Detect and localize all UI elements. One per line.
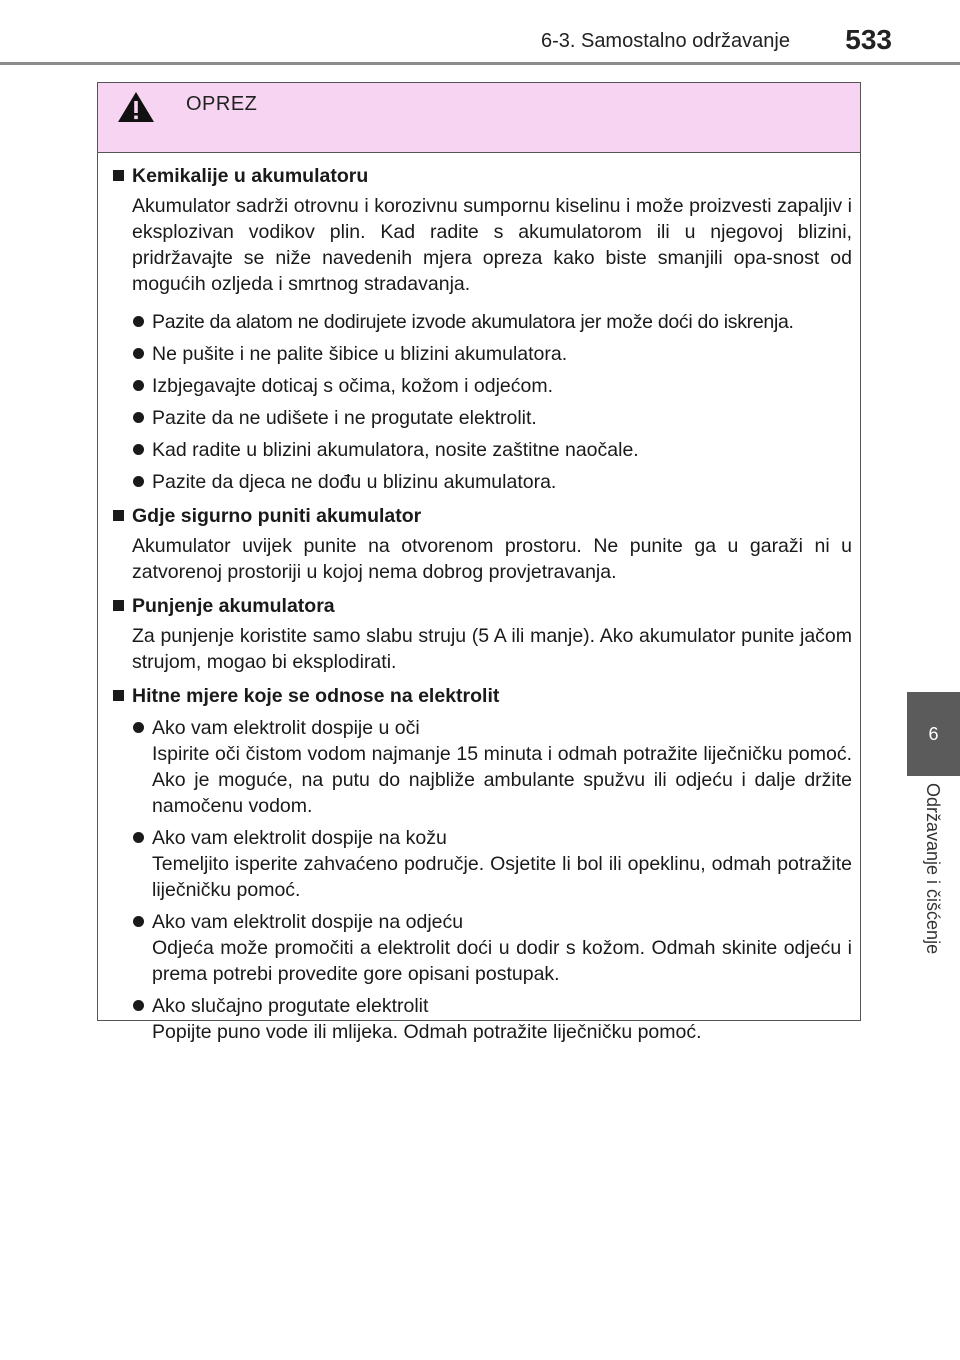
list-item: Pazite da djeca ne dođu u blizinu akumulatora. [106,469,852,495]
caution-body [98,153,860,1045]
warning-triangle-icon [116,90,156,124]
round-bullet-icon [133,832,144,843]
round-bullet-icon [133,412,144,423]
chapter-title: Održavanje i čišćenje [923,783,943,955]
section-heading: Hitne mjere koje se odnose na elektrolit [106,683,852,709]
header-section-title: 6-3. Samostalno održavanje [540,30,790,52]
round-bullet-icon [133,1000,144,1011]
round-bullet-icon [133,476,144,487]
round-bullet-icon [133,444,144,455]
list-item: Ako vam elektrolit dospije u oči Ispirite oči čistom vodom najmanje 15 minuta i odmah potražite liječničku pomoć. Ako je moguće, na putu do najbliže ambulante spužvu ili odjeću i dalje držite namočenu vodom. [106,715,852,819]
section-heading: Gdje sigurno puniti akumulator [106,503,852,529]
round-bullet-icon [133,316,144,327]
list-item: Ako slučajno progutate elektrolit Popijte puno vode ili mlijeka. Odmah potražite liječničku pomoć. [106,993,852,1045]
round-bullet-icon [133,916,144,927]
list-item: Ne pušite i ne palite šibice u blizini akumulatora. [106,341,852,367]
square-bullet-icon [113,170,124,181]
section-text: Akumulator uvijek punite na otvorenom prostoru. Ne punite ga u garaži ni u zatvorenoj prostoriji u kojoj nema dobrog provjetravanja. [132,535,852,583]
round-bullet-icon [133,348,144,359]
caution-box [97,82,861,1043]
chapter-tab: 6 [907,692,960,776]
page-header [0,0,960,66]
list-item: Ako vam elektrolit dospije na odjeću Odjeća može promočiti a elektrolit doći u dodir s kožom. Odmah skinite odjeću i prema potrebi provedite gore opisani postupak. [106,909,852,987]
header-divider [0,62,960,65]
square-bullet-icon [113,510,124,521]
section-text: Za punjenje koristite samo slabu struju (5 A ili manje). Ako akumulator punite jačom strujom, mogao bi eksplodirati. [132,625,852,673]
round-bullet-icon [133,380,144,391]
list-item: Pazite da alatom ne dodirujete izvode akumulatora jer može doći do iskrenja. [106,309,852,335]
square-bullet-icon [113,600,124,611]
square-bullet-icon [113,690,124,701]
section-text: Akumulator sadrži otrovnu i korozivnu sumpornu kiselinu i može proizvesti zapaljiv i eksplozivan vodikov plin. Kad radite s akumulatorom ili u njegovoj blizini, pridržavajte se niže navedenih mjera opreza kako biste smanjili opa-snost od mogućih ozljeda i smrtnog stradavanja. [132,195,852,295]
list-item: Kad radite u blizini akumulatora, nosite zaštitne naočale. [106,437,852,463]
section-heading: Kemikalije u akumulatoru [106,163,852,189]
list-item: Ako vam elektrolit dospije na kožu Temeljito isperite zahvaćeno područje. Osjetite li bol ili opeklinu, odmah potražite liječničku pomoć. [106,825,852,903]
round-bullet-icon [133,722,144,733]
list-item: Izbjegavajte doticaj s očima, kožom i odjećom. [106,373,852,399]
section-heading: Punjenje akumulatora [106,593,852,619]
caution-header [98,83,860,153]
list-item: Pazite da ne udišete i ne progutate elektrolit. [106,405,852,431]
caution-label: OPREZ [186,93,258,115]
page-number: 533 [845,24,892,55]
